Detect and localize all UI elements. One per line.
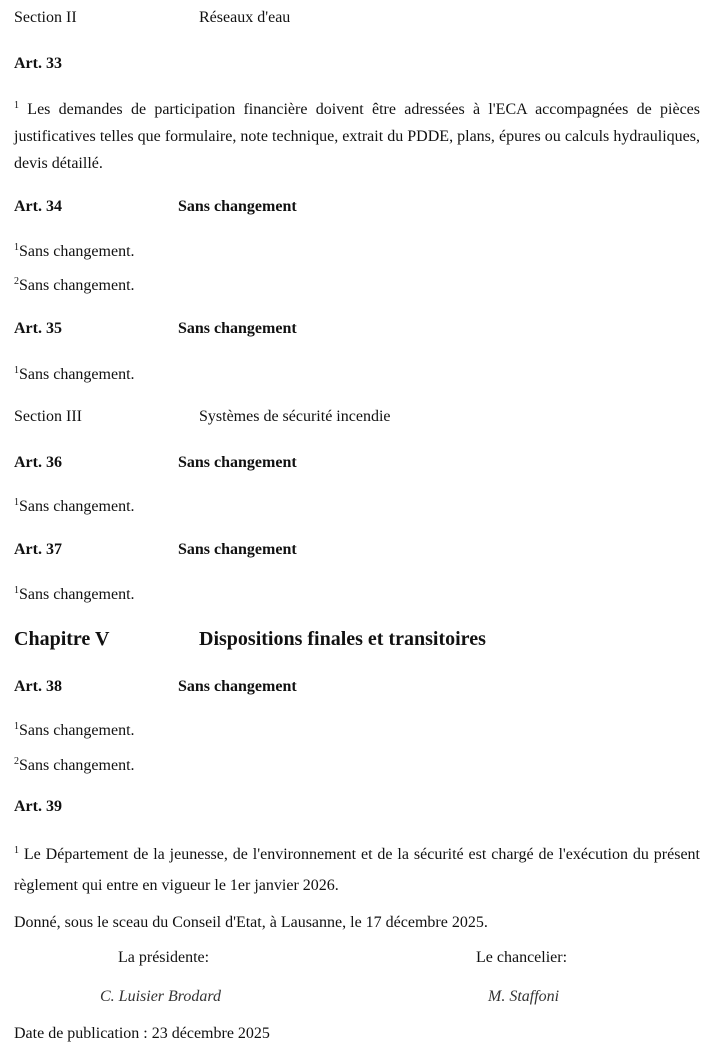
- chapter-label: Chapitre V: [14, 628, 110, 650]
- alinea-number: 1: [14, 721, 19, 732]
- article-label: Art. 38: [14, 678, 62, 695]
- alinea-text: Sans changement.: [19, 586, 135, 603]
- article-39-heading: Art. 39: [14, 798, 62, 815]
- president-name: C. Luisier Brodard: [100, 988, 222, 1005]
- article-34-heading: [14, 197, 297, 217]
- article-38-alinea-1: [14, 721, 135, 741]
- section-label: Section II: [14, 9, 77, 26]
- article-34-alinea-1: [14, 242, 135, 262]
- article-36-alinea-1: [14, 497, 135, 517]
- article-title: Sans changement: [178, 198, 297, 215]
- alinea-text: Sans changement.: [19, 498, 135, 515]
- alinea-number: 1: [14, 242, 19, 253]
- article-title: Sans changement: [178, 320, 297, 337]
- article-title: Sans changement: [178, 678, 297, 695]
- alinea-number: 1: [14, 845, 19, 856]
- alinea-text: Sans changement.: [19, 757, 135, 774]
- article-title: Sans changement: [178, 454, 297, 471]
- article-label: Art. 36: [14, 454, 62, 471]
- chapter-5-heading: [14, 627, 486, 651]
- article-36-heading: [14, 453, 297, 473]
- article-33-paragraph: [14, 96, 700, 177]
- section-2-heading: [14, 8, 291, 28]
- chancellor-name: M. Staffoni: [488, 988, 560, 1005]
- president-title: La présidente:: [118, 949, 210, 966]
- article-38-heading: [14, 677, 297, 697]
- article-label: Art. 37: [14, 541, 62, 558]
- alinea-number: 2: [14, 756, 19, 767]
- article-38-alinea-2: [14, 756, 135, 776]
- alinea-text: Sans changement.: [19, 366, 135, 383]
- chapter-title: Dispositions finales et transitoires: [199, 628, 486, 650]
- alinea-text: Sans changement.: [19, 277, 135, 294]
- article-37-heading: [14, 540, 297, 560]
- article-35-heading: [14, 319, 297, 339]
- article-37-alinea-1: [14, 585, 135, 605]
- publication-date: Date de publication : 23 décembre 2025: [14, 1025, 270, 1042]
- section-3-heading: [14, 407, 391, 427]
- closing-formula: Donné, sous le sceau du Conseil d'Etat, à Lausanne, le 17 décembre 2025.: [14, 914, 488, 931]
- section-label: Section III: [14, 408, 82, 425]
- alinea-text: Le Département de la jeunesse, de l'environnement et de la sécurité est chargé de l'exécution du présent règlement qui entre en vigueur le 1er janvier 2026.: [14, 846, 701, 894]
- article-33-heading: Art. 33: [14, 55, 62, 72]
- alinea-text: Les demandes de participation financière doivent être adressées à l'ECA accompagnées de pièces justificatives telles que formulaire, note technique, extrait du PDDE, plans, épures ou calculs hydrauliques, devis détaillé.: [14, 101, 701, 172]
- article-35-alinea-1: [14, 365, 135, 385]
- article-title: Sans changement: [178, 541, 297, 558]
- alinea-text: Sans changement.: [19, 722, 135, 739]
- chancellor-title: Le chancelier:: [476, 949, 568, 966]
- article-label: Art. 35: [14, 320, 62, 337]
- article-39-paragraph: [14, 839, 700, 901]
- article-34-alinea-2: [14, 276, 135, 296]
- alinea-number: 1: [14, 365, 19, 376]
- alinea-number: 1: [14, 585, 19, 596]
- article-label: Art. 34: [14, 198, 62, 215]
- alinea-number: 1: [14, 100, 19, 111]
- section-title: Systèmes de sécurité incendie: [199, 408, 391, 425]
- alinea-text: Sans changement.: [19, 243, 135, 260]
- section-title: Réseaux d'eau: [199, 9, 291, 26]
- alinea-number: 1: [14, 497, 19, 508]
- alinea-number: 2: [14, 276, 19, 287]
